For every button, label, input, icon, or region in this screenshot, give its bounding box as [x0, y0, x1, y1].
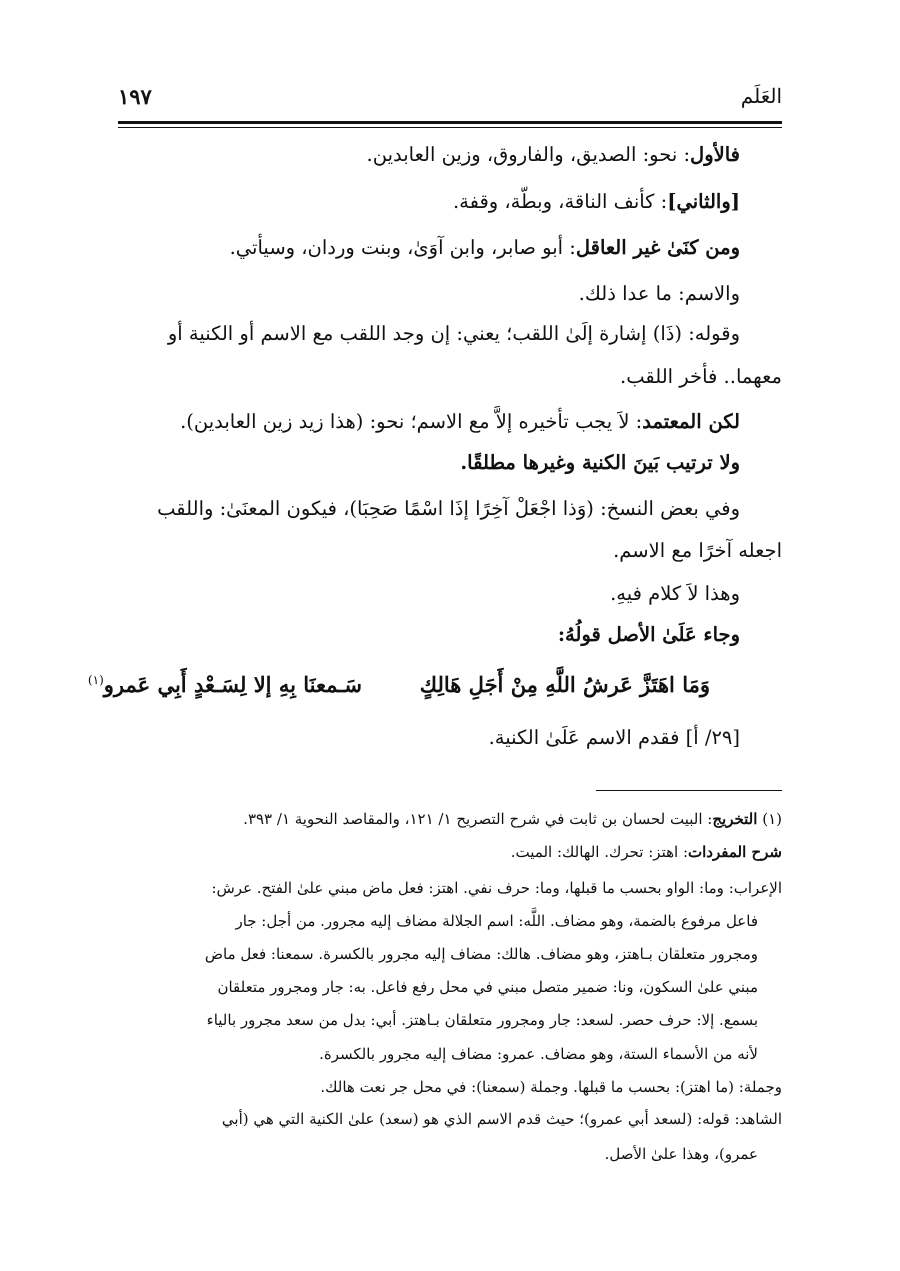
paragraph-line: لكن المعتمد: لاَ يجب تأخيره إلاَّ مع الاسم؛ نحو: (هذا زيد زين العابدين). — [180, 410, 740, 433]
paragraph-line: ومن كنَىٰ غير العاقل: أبو صابر، وابن آوَىٰ، وبنت وردان، وسيأتي. — [229, 236, 740, 259]
bold-term: لكن المعتمد — [642, 410, 740, 433]
footnote-line: شرح المفردات: اهتز: تحرك. الهالك: الميت. — [510, 843, 782, 861]
footnote-line: لأنه من الأسماء الستة، وهو مضاف. عمرو: مضاف إليه مجرور بالكسرة. — [319, 1045, 758, 1063]
verse-first-hemistich: وَمَا اهَتَزَّ عَرشُ اللَّهِ مِنْ أَجَلِ هَالِكٍ — [419, 672, 710, 697]
footnote-line: الشاهد: قوله: (لسعد أبي عمرو)؛ حيث قدم الاسم الذي هو (سعد) علىٰ الكنية التي هي (أبي — [221, 1110, 782, 1128]
paragraph-line — [118, 451, 782, 474]
paragraph-line: معهما.. فأخر اللقب. — [620, 365, 782, 388]
paragraph-line: [٢٩/ أ] فقدم الاسم عَلَىٰ الكنية. — [488, 726, 740, 749]
paragraph-line: اجعله آخرًا مع الاسم. — [613, 539, 782, 562]
header-rule-thin — [118, 127, 782, 128]
footnote-line: بسمع. إلا: حرف حصر. لسعد: جار ومجرور متعلقان بـاهتز. أبي: بدل من سعد مجرور بالياء — [206, 1011, 758, 1029]
paragraph-line: وفي بعض النسخ: (وَذا اجْعَلْ آخِرًا إذَا اسْمًا صَحِبَا)، فيكون المعنَىٰ: واللقب — [157, 497, 740, 520]
bold-term: فالأول — [690, 143, 740, 166]
paragraph-line — [118, 623, 782, 646]
footnote-separator — [596, 790, 782, 791]
footnote-line: فاعل مرفوع بالضمة، وهو مضاف. اللَّه: اسم الجلالة مضاف إليه مجرور. من أجل: جار — [235, 912, 758, 930]
footnote-line: الإعراب: وما: الواو بحسب ما قبلها، وما: حرف نفي. اهتز: فعل ماض مبني علىٰ الفتح. عرش: — [211, 879, 782, 897]
paragraph-line: وقوله: (ذَا) إشارة إلَىٰ اللقب؛ يعني: إن وجد اللقب مع الاسم أو الكنية أو — [167, 322, 740, 345]
footnote-line: (١) التخريج: البيت لحسان بن ثابت في شرح التصريح ١/ ١٢١، والمقاصد النحوية ١/ ٣٩٣. — [243, 810, 782, 828]
paragraph-line: [والثاني]: كأنف الناقة، وبطّة، وقفة. — [452, 190, 740, 213]
footnote-number: (١) — [762, 810, 782, 828]
footnote-line: وجملة: (ما اهتز): بحسب ما قبلها. وجملة (سمعنا): في محل جر نعت هالك. — [320, 1078, 782, 1096]
chapter-title: العَلَم — [740, 84, 782, 108]
bold-sentence: ولا ترتيب بَينَ الكنية وغيرها مطلقًا. — [460, 451, 740, 474]
footnote-line: مبني علىٰ السكون، ونا: ضمير متصل مبني في محل رفع فاعل. به: جار ومجرور متعلقان — [217, 978, 758, 996]
paragraph-line: وهذا لاَ كلام فيهِ. — [610, 582, 740, 605]
verse-second-hemistich: سَـمعنَا بِهِ إلا لِسَـعْدٍ أَبِي عَمرو$^{(١)}$ — [87, 672, 362, 697]
footnote-line: ومجرور متعلقان بـاهتز، وهو مضاف. هالك: مضاف إليه مجرور بالكسرة. سمعنا: فعل ماض — [204, 945, 758, 963]
header-rule-thick — [118, 121, 782, 124]
bold-sentence: وجاء عَلَىٰ الأصل قولُهُ: — [557, 623, 740, 646]
page-header — [118, 84, 782, 120]
bold-term: ومن كنَىٰ غير العاقل — [575, 236, 740, 259]
paragraph-line: والاسم: ما عدا ذلك. — [578, 282, 740, 305]
bold-term: [والثاني] — [667, 190, 740, 213]
page-number: ١٩٧ — [118, 84, 152, 109]
paragraph-line: فالأول: نحو: الصديق، والفاروق، وزين العابدين. — [366, 143, 740, 166]
footnote-line: عمرو)، وهذا علىٰ الأصل. — [604, 1145, 758, 1163]
footnote-marker: (١) — [87, 673, 104, 687]
